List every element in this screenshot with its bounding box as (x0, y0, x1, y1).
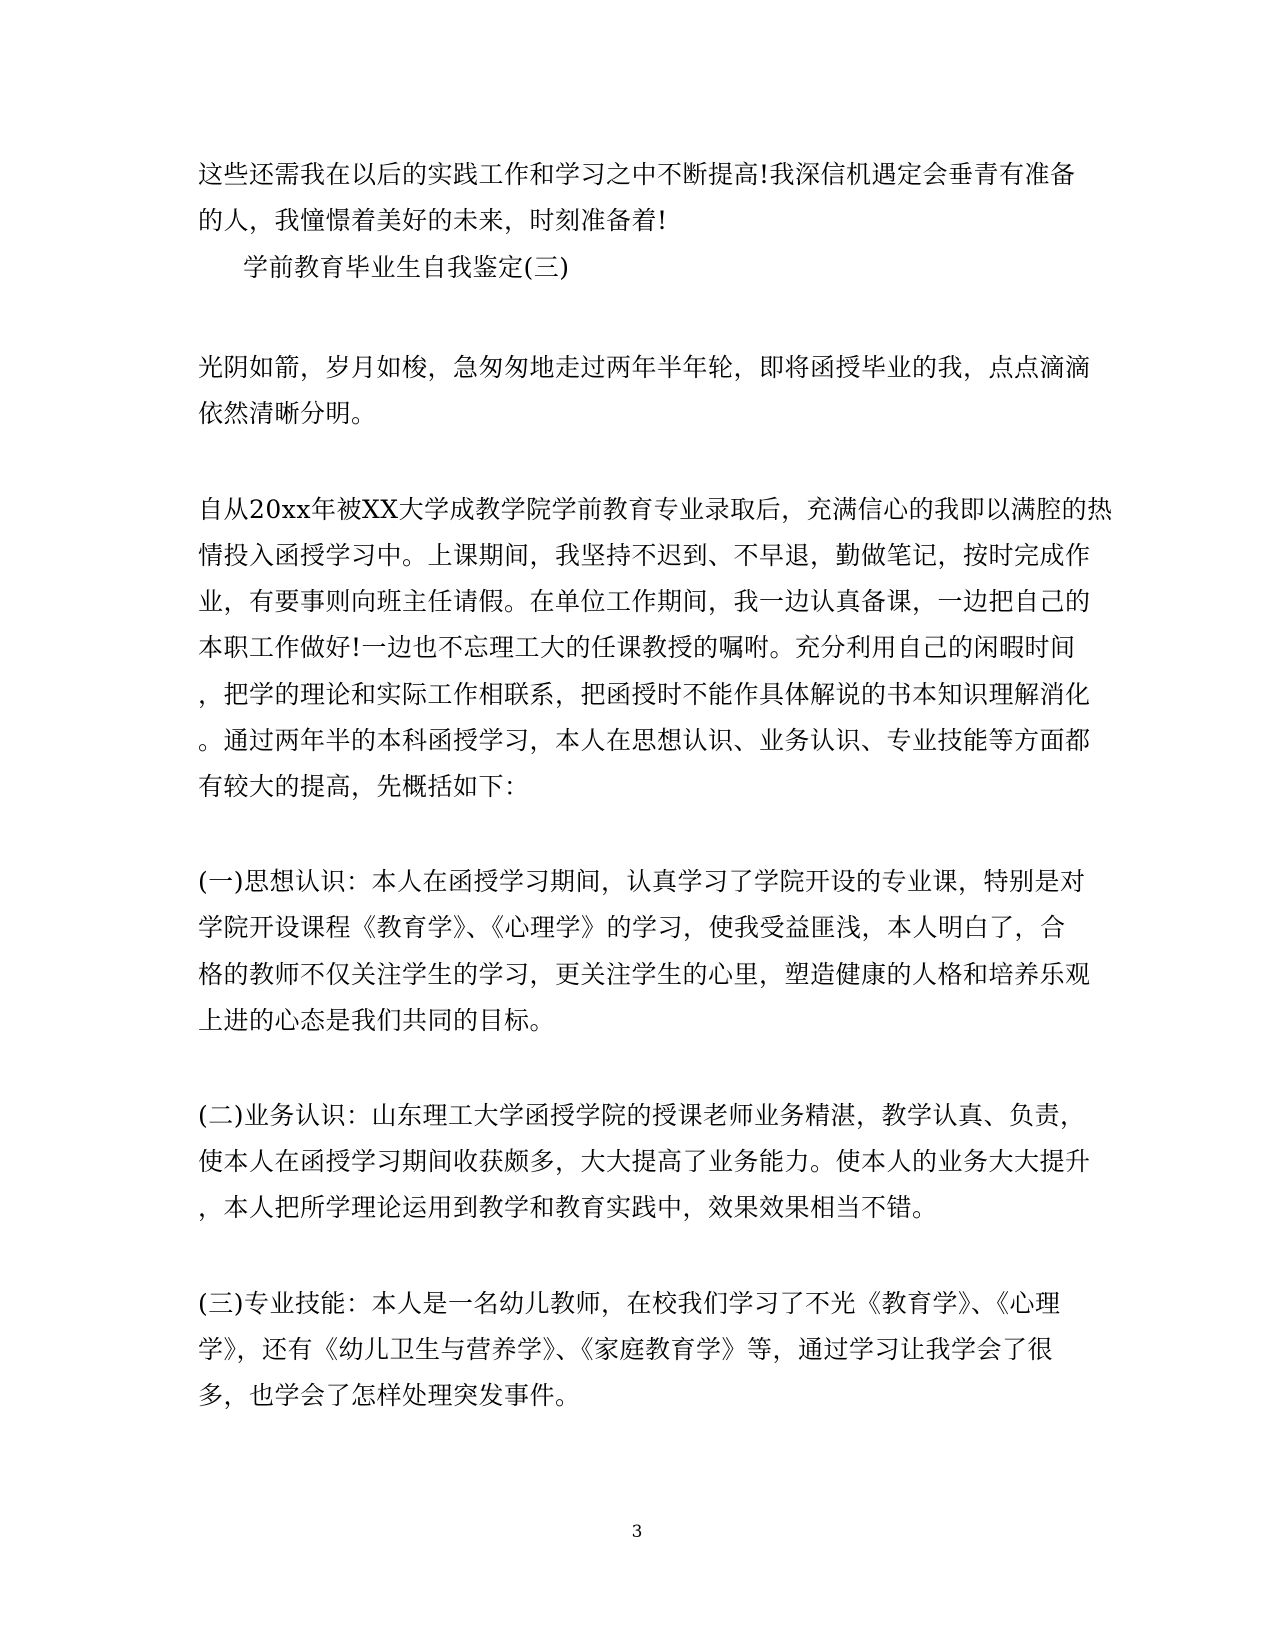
text-line: 的人，我憧憬着美好的未来，时刻准备着! (198, 206, 668, 235)
text-line: 有较大的提高，先概括如下： (198, 772, 530, 801)
text-line: ，把学的理论和实际工作相联系，把函授时不能作具体解说的书本知识理解消化 (198, 680, 1091, 709)
text-line: (三)专业技能：本人是一名幼儿教师，在校我们学习了不光《教育学》、《心理 (198, 1289, 1061, 1318)
text-line: 学院开设课程《教育学》、《心理学》的学习，使我受益匪浅，本人明白了，合 (198, 913, 1066, 942)
page-number: 3 (631, 1522, 643, 1542)
text-line: 多，也学会了怎样处理突发事件。 (198, 1381, 581, 1410)
text-line: 学》，还有《幼儿卫生与营养学》、《家庭教育学》等，通过学习让我学会了很 (198, 1335, 1054, 1364)
text-line: 这些还需我在以后的实践工作和学习之中不断提高!我深信机遇定会垂青有准备 (198, 160, 1076, 189)
text-line: (二)业务认识：山东理工大学函授学院的授课老师业务精湛，教学认真、负责， (198, 1101, 1086, 1130)
text-line: 使本人在函授学习期间收获颇多，大大提高了业务能力。使本人的业务大大提升 (198, 1147, 1091, 1176)
text-line: 业，有要事则向班主任请假。在单位工作期间，我一边认真备课，一边把自己的 (198, 587, 1091, 616)
text-line: 情投入函授学习中。上课期间，我坚持不迟到、不早退，勤做笔记，按时完成作 (198, 541, 1091, 570)
text-line: 本职工作做好!一边也不忘理工大的任课教授的嘱咐。充分利用自己的闲暇时间 (198, 633, 1076, 662)
text-line: ，本人把所学理论运用到教学和教育实践中，效果效果相当不错。 (198, 1193, 938, 1222)
text-line: 上进的心态是我们共同的目标。 (198, 1006, 556, 1035)
text-line: 依然清晰分明。 (198, 399, 377, 428)
text-line: 自从20xx年被XX大学成教学院学前教育专业录取后，充满信心的我即以满腔的热 (198, 495, 1113, 524)
text-line: 格的教师不仅关注学生的学习，更关注学生的心里，塑造健康的人格和培养乐观 (198, 960, 1091, 989)
section-heading: 学前教育毕业生自我鉴定(三) (243, 253, 570, 282)
text-line: 光阴如箭，岁月如梭，急匆匆地走过两年半年轮，即将函授毕业的我，点点滴滴 (198, 353, 1091, 382)
text-line: (一)思想认识：本人在函授学习期间，认真学习了学院开设的专业课，特别是对 (198, 867, 1086, 896)
text-line: 。通过两年半的本科函授学习，本人在思想认识、业务认识、专业技能等方面都 (198, 726, 1091, 755)
